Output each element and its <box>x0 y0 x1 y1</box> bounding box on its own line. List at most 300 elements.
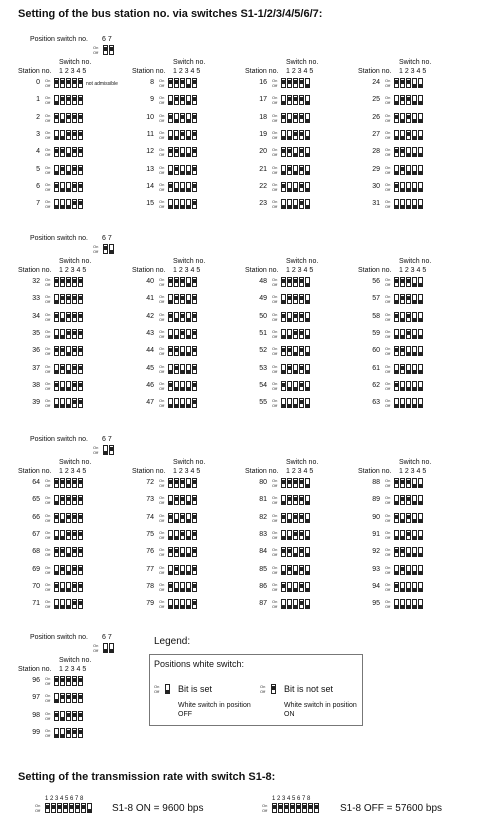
switch-cell <box>293 182 298 192</box>
switch-knob <box>282 605 285 609</box>
switch-cell <box>72 294 77 304</box>
switch-knob <box>395 184 398 188</box>
switch-knob <box>61 567 64 571</box>
switch-knob <box>300 201 303 205</box>
switch-cell <box>168 495 173 505</box>
switch-knob <box>104 451 107 455</box>
on-label: On <box>93 445 99 450</box>
switch-cell <box>60 364 65 374</box>
on-label: On <box>272 363 278 369</box>
switch-cell <box>406 130 411 140</box>
switch-cell <box>192 478 197 488</box>
switch-cell <box>287 565 292 575</box>
switch-cell <box>394 364 399 374</box>
switch-cell <box>54 147 59 157</box>
switch-knob <box>181 497 184 501</box>
on-off-label <box>272 582 277 592</box>
switch-knob <box>282 515 285 519</box>
switch-knob <box>294 370 297 374</box>
switch-cell <box>406 364 411 374</box>
off-label: Off <box>385 83 391 88</box>
switch-cell <box>418 182 423 192</box>
off-label: Off <box>45 204 51 210</box>
switch-cell <box>72 329 77 339</box>
switch-cell <box>406 182 411 192</box>
off-label: Off <box>385 333 391 339</box>
digits-label: 1 2 3 4 5 <box>173 267 201 274</box>
on-label: On <box>159 78 165 83</box>
on-off-label <box>272 599 277 609</box>
off-label: Off <box>159 100 165 106</box>
station-number: 54 <box>259 381 267 389</box>
switch-knob <box>79 97 82 101</box>
switch-cell <box>299 530 304 540</box>
switch-knob <box>187 387 190 391</box>
on-label: On <box>272 547 278 553</box>
switch-cell <box>78 147 83 157</box>
switch-knob <box>288 536 291 540</box>
station-number: 96 <box>32 677 40 684</box>
switch-knob <box>282 348 285 352</box>
switch-cell <box>54 95 59 105</box>
switch-knob <box>300 331 303 335</box>
switch-cell <box>412 113 417 123</box>
off-label: Off <box>45 534 51 540</box>
switch-knob <box>401 588 404 592</box>
station-no-label: Station no. <box>18 68 52 75</box>
switch-cell <box>281 565 286 575</box>
station-no-label: Station no. <box>132 468 166 475</box>
switch-knob <box>395 571 398 575</box>
switch-knob <box>300 279 303 283</box>
switch-cell <box>281 398 286 408</box>
switch-cell <box>180 277 185 287</box>
switch-cell <box>186 147 191 157</box>
switch-knob <box>55 335 58 339</box>
switch-knob <box>419 84 422 88</box>
switch-knob <box>187 171 190 175</box>
switch-knob <box>61 605 64 609</box>
on-label: On <box>385 398 391 404</box>
switch-knob <box>193 167 196 171</box>
switch-cell <box>60 478 65 488</box>
on-off-label <box>159 582 164 592</box>
on-label: On <box>45 294 51 300</box>
on-label: On <box>159 181 165 187</box>
switch-knob <box>187 283 190 287</box>
switch-knob <box>401 136 404 140</box>
switch-knob <box>419 153 422 157</box>
switch-cell <box>192 147 197 157</box>
switch-knob <box>395 515 398 519</box>
switch-knob <box>288 387 291 391</box>
on-off-label <box>385 582 390 592</box>
switch-knob <box>61 480 64 484</box>
switch-knob <box>300 480 303 484</box>
on-off-label <box>272 530 277 540</box>
switch-cell <box>293 495 298 505</box>
switch-knob <box>273 805 276 809</box>
station-number: 88 <box>372 479 380 486</box>
switch-cell <box>180 312 185 322</box>
switch-cell <box>418 381 423 391</box>
switch-knob <box>193 366 196 370</box>
station-number: 74 <box>146 513 154 521</box>
off-label: Off <box>93 648 99 653</box>
switch-cell <box>272 803 277 813</box>
on-label: On <box>159 547 165 553</box>
on-off-label <box>159 277 164 287</box>
switch-no-label: Switch no. <box>399 59 432 66</box>
switch-cell <box>186 165 191 175</box>
switch-cell <box>168 530 173 540</box>
station-number: 53 <box>259 364 267 372</box>
switch-knob <box>67 153 70 157</box>
switch-cell <box>72 728 77 738</box>
switch-cell <box>168 95 173 105</box>
switch-knob <box>55 314 58 318</box>
switch-cell <box>75 803 80 813</box>
switch-cell <box>287 277 292 287</box>
switch-cell <box>418 329 423 339</box>
switch-cell <box>192 599 197 609</box>
on-label: On <box>159 363 165 369</box>
switch-knob <box>193 480 196 484</box>
switch-cell <box>400 165 405 175</box>
off-label: Off <box>159 552 165 558</box>
station-number: 65 <box>32 496 40 504</box>
off-label: Off <box>45 333 51 339</box>
switch-knob <box>55 536 58 540</box>
switch-knob <box>169 536 172 540</box>
switch-knob <box>419 536 422 540</box>
off-label: Off <box>385 117 391 123</box>
switch-cell <box>60 130 65 140</box>
legend-set-sub: White switch in position OFF <box>178 702 251 718</box>
switch-knob <box>407 132 410 136</box>
switch-knob <box>413 553 416 557</box>
on-label: On <box>93 244 99 249</box>
switch-knob <box>413 84 416 88</box>
switch-cell <box>406 165 411 175</box>
switch-cell <box>168 113 173 123</box>
switch-knob <box>294 480 297 484</box>
on-off-label <box>45 147 50 157</box>
switch-cell <box>412 294 417 304</box>
switch-knob <box>82 805 85 809</box>
switch-cell <box>60 676 65 686</box>
switch-cell <box>174 565 179 575</box>
on-off-label <box>45 182 50 192</box>
off-label: Off <box>385 299 391 305</box>
switch-cell <box>60 565 65 575</box>
switch-knob <box>294 605 297 609</box>
switch-knob <box>67 404 70 408</box>
switch-cell <box>81 803 86 813</box>
on-off-label <box>45 599 50 609</box>
switch-knob <box>79 713 82 717</box>
switch-knob <box>73 678 76 682</box>
switch-cell <box>281 182 286 192</box>
switch-cell <box>418 346 423 356</box>
station-number: 61 <box>372 364 380 372</box>
switch-knob <box>52 805 55 809</box>
switch-knob <box>407 387 410 391</box>
switch-knob <box>288 97 291 101</box>
off-label: Off <box>45 368 51 374</box>
switch-cell <box>168 329 173 339</box>
switch-cell <box>299 582 304 592</box>
switch-cell <box>66 565 71 575</box>
switch-cell <box>305 381 310 391</box>
switch-knob <box>288 119 291 123</box>
switch-knob <box>193 567 196 571</box>
on-off-label <box>159 329 164 339</box>
switch-knob <box>288 149 291 153</box>
switch-cell <box>109 244 114 254</box>
switch-knob <box>401 497 404 501</box>
off-label: Off <box>45 152 51 158</box>
switch-knob <box>193 400 196 404</box>
digits-label: 1 2 3 4 5 <box>173 468 201 475</box>
switch-cell <box>168 582 173 592</box>
switch-knob <box>300 149 303 153</box>
on-off-label <box>159 130 164 140</box>
switch-cell <box>394 530 399 540</box>
switch-knob <box>181 370 184 374</box>
switch-cell <box>299 398 304 408</box>
switch-knob <box>407 588 410 592</box>
switch-knob <box>282 205 285 209</box>
switch-cell <box>78 78 83 88</box>
switch-knob <box>401 549 404 553</box>
switch-knob <box>55 383 58 387</box>
station-no-label: Station no. <box>245 468 279 475</box>
switch-knob <box>282 383 285 387</box>
off-label: Off <box>385 534 391 540</box>
on-label: On <box>385 164 391 170</box>
station-number: 35 <box>32 329 40 337</box>
off-label: Off <box>45 732 51 738</box>
switch-cell <box>400 312 405 322</box>
on-off-label <box>272 398 277 408</box>
on-off-label <box>159 95 164 105</box>
switch-cell <box>66 478 71 488</box>
on-off-label <box>45 312 50 322</box>
switch-cell <box>394 78 399 88</box>
switch-cell <box>66 547 71 557</box>
switch-knob <box>413 571 416 575</box>
switch-cell <box>287 582 292 592</box>
switch-knob <box>73 695 76 699</box>
station-number: 75 <box>146 530 154 538</box>
switch-cell <box>54 312 59 322</box>
switch-knob <box>175 188 178 192</box>
switch-knob <box>73 532 76 536</box>
switch-cell <box>72 277 77 287</box>
switch-cell <box>400 95 405 105</box>
switch-cell <box>54 513 59 523</box>
switch-knob <box>67 497 70 501</box>
off-label: Off <box>159 534 165 540</box>
off-label: Off <box>45 604 51 610</box>
switch-knob <box>395 536 398 540</box>
switch-cell <box>305 513 310 523</box>
switch-cell <box>66 130 71 140</box>
on-off-label <box>272 364 277 374</box>
switch-cell <box>305 294 310 304</box>
switch-knob <box>61 366 64 370</box>
switch-cell <box>293 165 298 175</box>
switch-cell <box>72 78 77 88</box>
switch-knob <box>419 101 422 105</box>
switch-cell <box>281 582 286 592</box>
switch-knob <box>61 296 64 300</box>
switch-knob <box>395 149 398 153</box>
switch-cell <box>287 530 292 540</box>
switch-knob <box>61 167 64 171</box>
switch-cell <box>66 582 71 592</box>
on-off-label <box>385 364 390 374</box>
on-off-label <box>385 599 390 609</box>
switch-cell <box>54 565 59 575</box>
switch-knob <box>67 132 70 136</box>
switch-knob <box>193 132 196 136</box>
switch-knob <box>407 404 410 408</box>
switch-knob <box>300 383 303 387</box>
switch-knob <box>169 501 172 505</box>
switch-cell <box>299 599 304 609</box>
switch-cell <box>418 199 423 209</box>
switch-cell <box>418 547 423 557</box>
on-label: On <box>272 95 278 101</box>
bus-title: Setting of the bus station no. via switches S1-1/2/3/4/5/6/7: <box>18 8 323 20</box>
switch-knob <box>282 370 285 374</box>
switch-knob <box>175 80 178 84</box>
switch-knob <box>175 136 178 140</box>
on-off-label <box>385 113 390 123</box>
switch-knob <box>407 296 410 300</box>
switch-knob <box>294 97 297 101</box>
on-off-label <box>385 495 390 505</box>
station-number: 45 <box>146 364 154 372</box>
on-off-label <box>45 711 50 721</box>
on-off-label <box>45 530 50 540</box>
switch-knob <box>61 119 64 123</box>
switch-cell <box>192 381 197 391</box>
switch-knob <box>193 497 196 501</box>
station-number: 41 <box>146 295 154 303</box>
switch-knob <box>79 184 82 188</box>
switch-knob <box>407 515 410 519</box>
switch-knob <box>67 532 70 536</box>
switch-cell <box>287 398 292 408</box>
station-number: 93 <box>372 565 380 573</box>
station-number: 79 <box>146 600 154 608</box>
position-switch-label: Position switch no. <box>30 436 88 443</box>
on-off-label <box>272 147 277 157</box>
station-number: 57 <box>372 295 380 303</box>
switch-cell <box>400 364 405 374</box>
switch-cell <box>418 277 423 287</box>
switch-knob <box>55 205 58 209</box>
switch-knob <box>395 171 398 175</box>
switch-knob <box>294 588 297 592</box>
station-number: 94 <box>372 582 380 590</box>
on-off-label <box>45 513 50 523</box>
switch-cell <box>394 130 399 140</box>
station-no-label: Station no. <box>132 267 166 274</box>
switch-knob <box>401 80 404 84</box>
six-seven-label: 6 7 <box>102 436 112 443</box>
on-off-label <box>159 495 164 505</box>
on-off-label <box>385 530 390 540</box>
station-number: 21 <box>259 165 267 173</box>
switch-cell <box>406 277 411 287</box>
switch-cell <box>281 329 286 339</box>
station-number: 90 <box>372 513 380 521</box>
switch-cell <box>406 312 411 322</box>
switch-cell <box>418 312 423 322</box>
switch-cell <box>192 277 197 287</box>
switch-cell <box>78 130 83 140</box>
switch-knob <box>407 205 410 209</box>
switch-cell <box>394 277 399 287</box>
switch-cell <box>287 599 292 609</box>
switch-cell <box>406 346 411 356</box>
switch-knob <box>73 366 76 370</box>
switch-cell <box>394 398 399 408</box>
switch-cell <box>78 329 83 339</box>
off-label: Off <box>272 534 278 540</box>
switch-knob <box>181 588 184 592</box>
off-label: Off <box>385 552 391 558</box>
switch-knob <box>79 115 82 119</box>
switch-no-label: Switch no. <box>59 59 92 66</box>
switch-knob <box>181 605 184 609</box>
on-off-label <box>45 364 50 374</box>
switch-cell <box>406 95 411 105</box>
off-label: Off <box>385 100 391 106</box>
off-label: Off <box>45 552 51 558</box>
switch-cell <box>418 95 423 105</box>
on-label: On <box>45 564 51 570</box>
switch-knob <box>169 348 172 352</box>
switch-knob <box>181 171 184 175</box>
switch-cell <box>299 364 304 374</box>
switch-cell <box>54 711 59 721</box>
switch-knob <box>407 370 410 374</box>
switch-cell <box>72 130 77 140</box>
switch-knob <box>67 588 70 592</box>
on-label: On <box>159 294 165 300</box>
on-off-label <box>159 381 164 391</box>
switch-knob <box>395 370 398 374</box>
off-label: Off <box>45 483 51 488</box>
on-label: On <box>385 529 391 535</box>
off-label: Off <box>272 134 278 140</box>
digits-label: 1 2 3 4 5 <box>59 68 87 75</box>
switch-knob <box>181 80 184 84</box>
switch-cell <box>186 478 191 488</box>
switch-knob <box>55 515 58 519</box>
switch-knob <box>169 314 172 318</box>
switch-knob <box>282 584 285 588</box>
switch-cell <box>281 599 286 609</box>
switch-cell <box>406 582 411 592</box>
on-label: On <box>272 164 278 170</box>
off-label: Off <box>272 333 278 339</box>
